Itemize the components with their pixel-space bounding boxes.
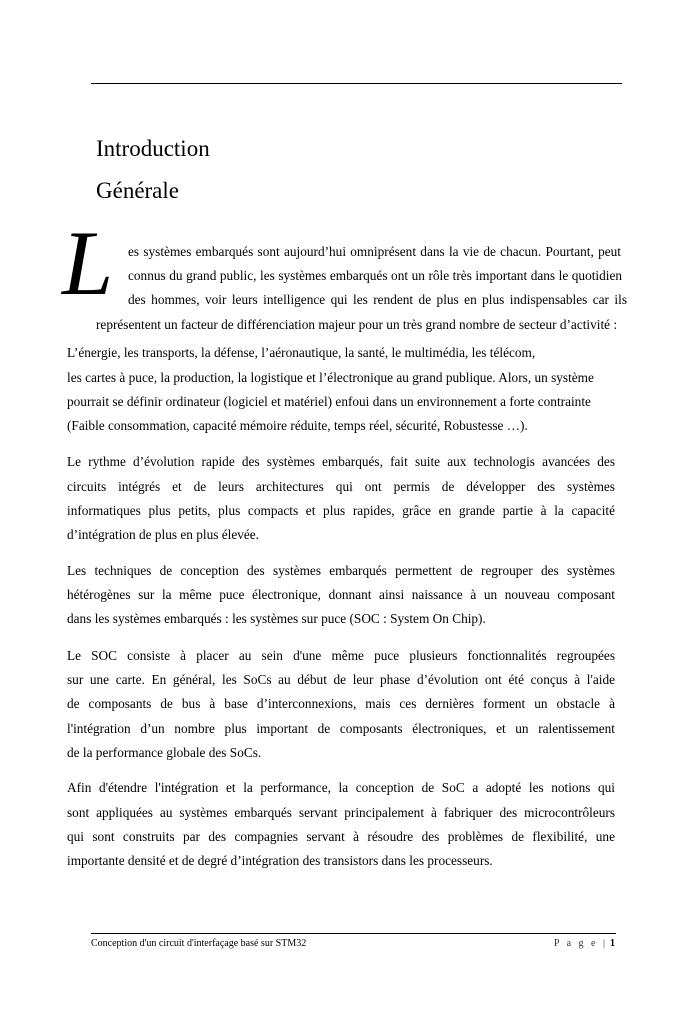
text-line: les cartes à puce, la production, la logistique et l’électronique au grand publique. Alors, un système (67, 370, 594, 385)
text-line: sur une carte. En général, les SoCs au début de leur phase d’évolution ont été conçus à l'aide (67, 672, 615, 687)
text-line: sont appliquées au systèmes embarqués servant principalement à fabriquer des microcontrôleurs (67, 805, 615, 820)
footer-page-indicator (545, 937, 615, 951)
text-line: Les techniques de conception des systèmes embarqués permettent de regrouper des systèmes (67, 563, 615, 578)
text-line: qui sont construits par des compagnies servant à résoudre des problèmes de flexibilité, une (67, 829, 615, 844)
chapter-title-line-1: Introduction (96, 136, 210, 161)
text-line: L’énergie, les transports, la défense, l’aéronautique, la santé, le multimédia, les télécom, (67, 345, 536, 360)
text-line: dans les systèmes embarqués : les systèmes sur puce (SOC : System On Chip). (67, 611, 486, 626)
drop-cap-letter: L (62, 212, 114, 314)
header-rule (91, 83, 622, 84)
text-line: informatiques plus petits, plus compacts et plus rapides, grâce en grande partie à la capacité (67, 503, 615, 518)
text-line: l'intégration d’un nombre plus important de composants électroniques, et un ralentissement (67, 721, 615, 736)
footer-page-number: 1 (610, 938, 615, 949)
text-line: hétérogènes sur la même puce électronique, donnant ainsi naissance à un nouveau composant (67, 587, 615, 602)
text-line: Le SOC consiste à placer au sein d'une même puce plusieurs fonctionnalités regroupées (67, 648, 615, 663)
text-line: (Faible consommation, capacité mémoire réduite, temps réel, sécurité, Robustesse …). (67, 418, 528, 433)
text-line: Afin d'étendre l'intégration et la performance, la conception de SoC a adopté les notions qui (67, 780, 615, 795)
text-line: pourrait se définir ordinateur (logiciel et matériel) enfoui dans un environnement a forte contrainte (67, 394, 591, 409)
text-line: des hommes, voir leurs intelligence qui les rendent de plus en plus indispensables car ils (128, 292, 627, 307)
text-line: de la performance globale des SoCs. (67, 745, 262, 760)
chapter-title-line-2: Générale (96, 178, 179, 203)
text-line: de composants de bus à base d’interconnexions, mais ces dernières forment un obstacle à (67, 696, 615, 711)
footer-page-label: P a g e | (553, 938, 608, 949)
text-line: circuits intégrés et de leurs architectures qui ont permis de développer des systèmes (67, 479, 615, 494)
text-line: connus du grand public, les systèmes embarqués ont un rôle très important dans le quotidien (128, 268, 622, 283)
text-line: importante densité et de degré d’intégration des transistors dans les processeurs. (67, 853, 493, 868)
text-line: d’intégration de plus en plus élevée. (67, 527, 260, 542)
text-line: Le rythme d’évolution rapide des systèmes embarqués, fait suite aux technologis avancées des (67, 454, 615, 469)
text-line: représentent un facteur de différenciation majeur pour un très grand nombre de secteur d’activité : (96, 317, 618, 332)
footer-rule (91, 933, 616, 934)
footer-document-title: Conception d'un circuit d'interfaçage basé sur STM32 (91, 938, 307, 949)
text-line: es systèmes embarqués sont aujourd’hui omniprésent dans la vie de chacun. Pourtant, peut (128, 244, 621, 259)
